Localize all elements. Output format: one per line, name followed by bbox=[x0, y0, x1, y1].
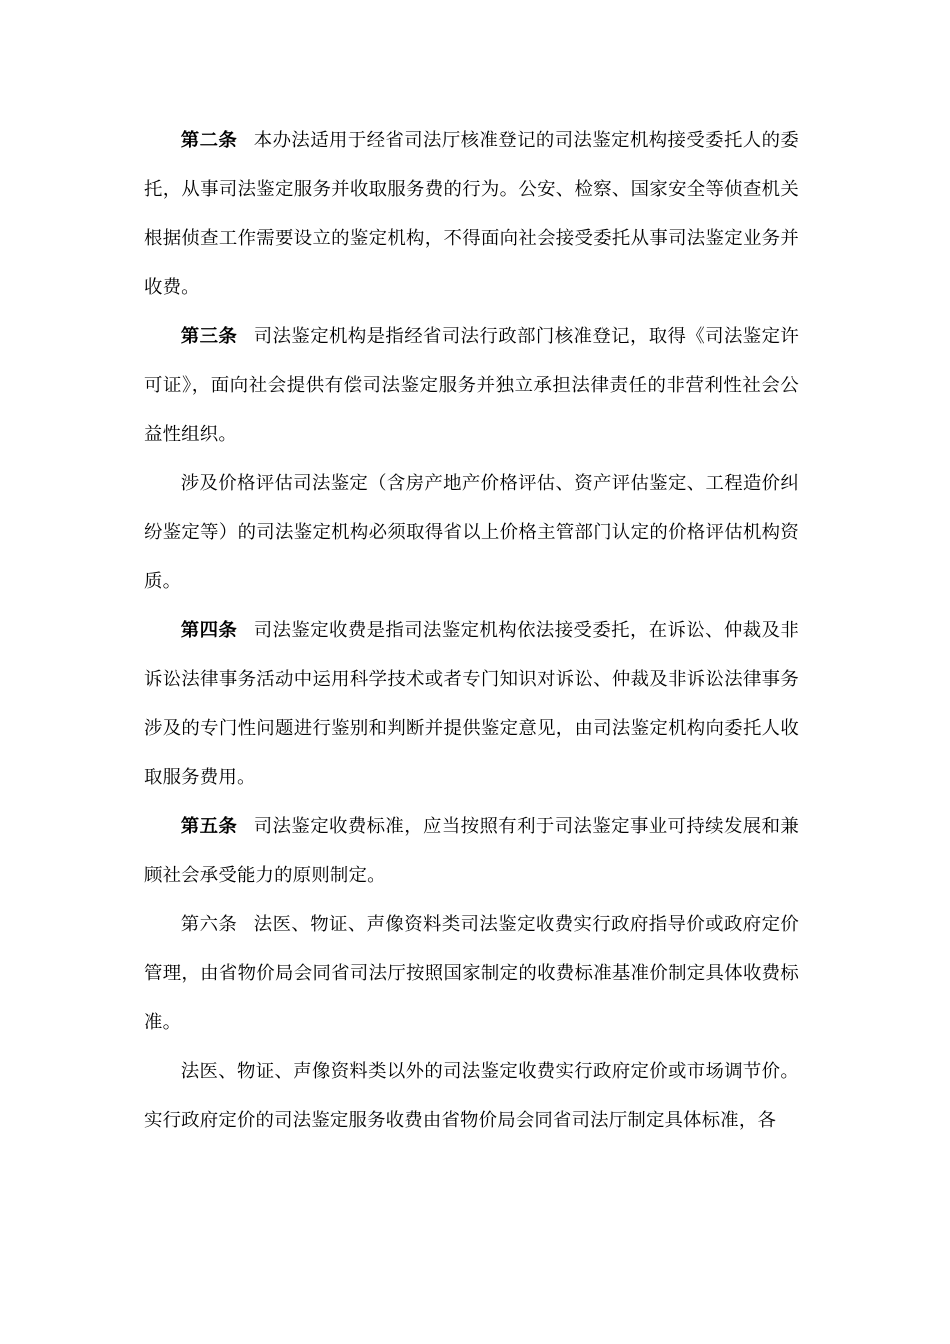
paragraph-article-3 bbox=[144, 312, 799, 459]
paragraph-article-4 bbox=[144, 606, 799, 802]
article-number: 第二条 bbox=[180, 130, 238, 151]
paragraph-text: 本办法适用于经省司法厅核准登记的司法鉴定机构接受委托人的委托，从事司法鉴定服务并收取服务费的行为。公安、检察、国家安全等侦查机关根据侦查工作需要设立的鉴定机构，不得面向社会接受委托从事司法鉴定业务并收费。 bbox=[144, 130, 799, 298]
paragraph-text: 涉及价格评估司法鉴定（含房产地产价格评估、资产评估鉴定、工程造价纠纷鉴定等）的司法鉴定机构必须取得省以上价格主管部门认定的价格评估机构资质。 bbox=[144, 473, 799, 592]
paragraph-text: 法医、物证、声像资料类司法鉴定收费实行政府指导价或政府定价管理，由省物价局会同省司法厅按照国家制定的收费标准基准价制定具体收费标准。 bbox=[144, 914, 799, 1033]
paragraph-text: 法医、物证、声像资料类以外的司法鉴定收费实行政府定价或市场调节价。实行政府定价的司法鉴定服务收费由省物价局会同省司法厅制定具体标准，各 bbox=[144, 1061, 799, 1131]
paragraph-text: 司法鉴定收费是指司法鉴定机构依法接受委托，在诉讼、仲裁及非诉讼法律事务活动中运用科学技术或者专门知识对诉讼、仲裁及非诉讼法律事务涉及的专门性问题进行鉴别和判断并提供鉴定意见，由司法鉴定机构向委托人收取服务费用。 bbox=[144, 620, 799, 788]
paragraph-text: 司法鉴定机构是指经省司法行政部门核准登记，取得《司法鉴定许可证》，面向社会提供有偿司法鉴定服务并独立承担法律责任的非营利性社会公益性组织。 bbox=[144, 326, 799, 445]
paragraph-article-3-cont bbox=[144, 459, 799, 606]
document-body bbox=[144, 116, 799, 1145]
article-number: 第三条 bbox=[180, 326, 238, 347]
paragraph-article-2 bbox=[144, 116, 799, 312]
paragraph-article-5 bbox=[144, 802, 799, 900]
article-number: 第五条 bbox=[180, 816, 238, 837]
paragraph-text: 司法鉴定收费标准，应当按照有利于司法鉴定事业可持续发展和兼顾社会承受能力的原则制定。 bbox=[144, 816, 799, 886]
paragraph-article-6-cont bbox=[144, 1047, 799, 1145]
article-number: 第六条 bbox=[180, 914, 238, 935]
article-number: 第四条 bbox=[180, 620, 238, 641]
paragraph-article-6 bbox=[144, 900, 799, 1047]
